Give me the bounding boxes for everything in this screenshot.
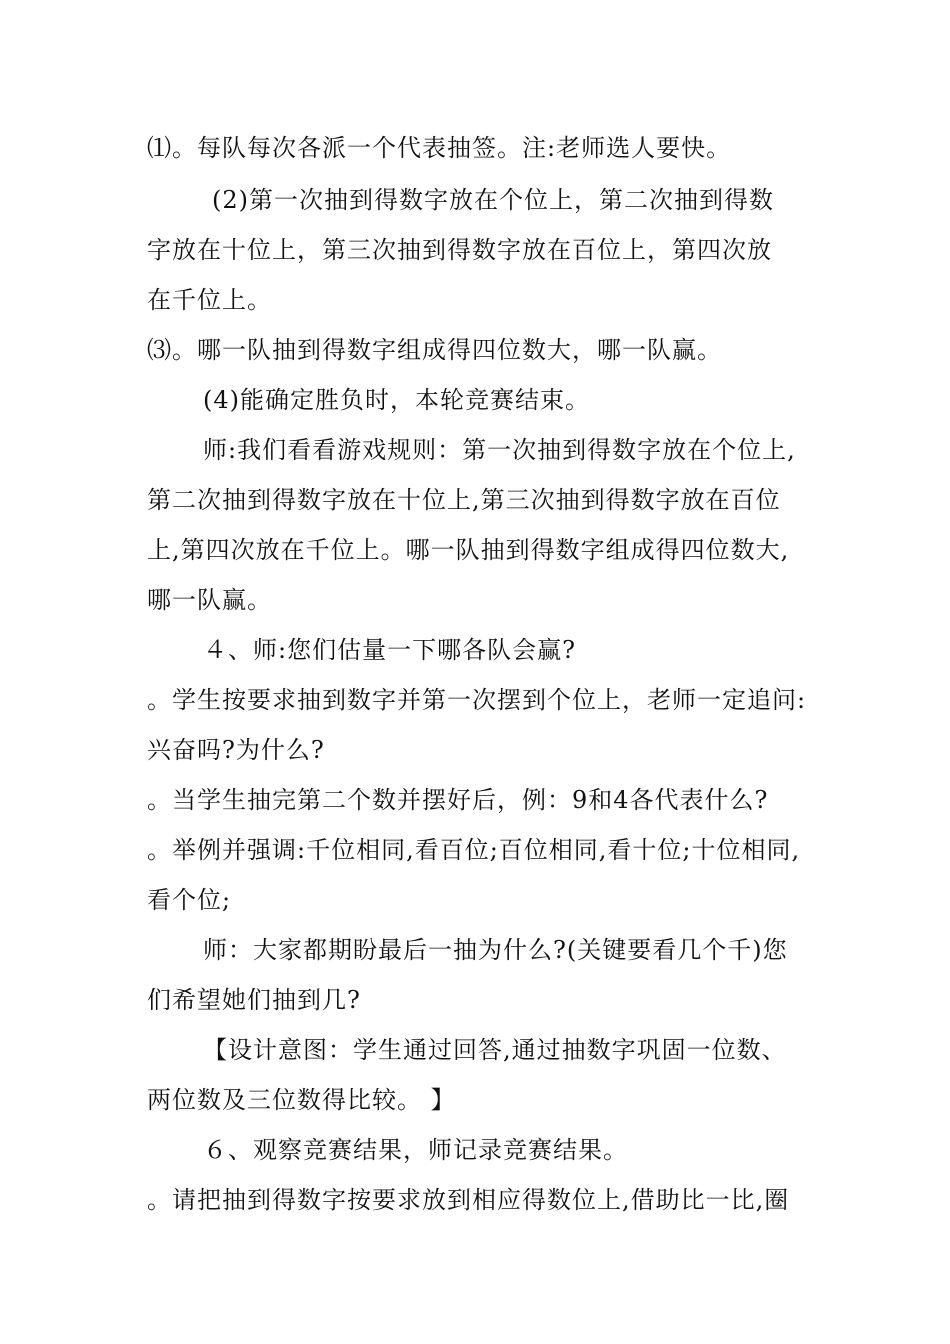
student-draw-line-1: 。学生按要求抽到数字并第一次摆到个位上，老师一定追问: xyxy=(147,686,807,714)
teacher-paragraph-line-2: 第二次抽到得数字放在十位上,第三次抽到得数字放在百位 xyxy=(147,486,781,514)
teacher-paragraph-line-3: 上,第四次放在千位上。哪一队抽到得数字组成得四位数大, xyxy=(147,536,790,564)
rule-item-2-line-2: 字放在十位上，第三次抽到得数字放在百位上，第四次放 xyxy=(147,236,772,264)
last-draw-question-line-2: 们希望她们抽到几? xyxy=(147,986,361,1014)
student-draw-line-2: 兴奋吗?为什么? xyxy=(147,736,325,764)
rule-item-2-line-1: (2)第一次抽到得数字放在个位上，第二次抽到得数 xyxy=(212,186,774,214)
rule-item-1: ⑴。每队每次各派一个代表抽签。注:老师选人要快。 xyxy=(147,134,732,162)
comparison-rule-line-2: 看个位; xyxy=(147,886,232,914)
comparison-rule-line-1: 。举例并强调:千位相同,看百位;百位相同,看十位;十位相同, xyxy=(147,836,801,864)
step-6-heading: ６、观察竞赛结果，师记录竞赛结果。 xyxy=(203,1136,628,1164)
second-number-question: 。当学生抽完第二个数并摆好后，例：9和4各代表什么? xyxy=(147,786,769,814)
last-draw-question-line-1: 师：大家都期盼最后一抽为什么?(关键要看几个千)您 xyxy=(203,936,788,964)
design-intent-line-2: 两位数及三位数得比较。 】 xyxy=(147,1086,456,1114)
teacher-paragraph-line-4: 哪一队赢。 xyxy=(147,586,272,614)
step-4-heading: ４、师:您们估量一下哪各队会赢? xyxy=(203,636,576,664)
rule-item-4: (4)能确定胜负时，本轮竞赛结束。 xyxy=(203,386,590,414)
rule-item-2-line-3: 在千位上。 xyxy=(147,286,272,314)
rule-item-3: ⑶。哪一队抽到得数字组成得四位数大，哪一队赢。 xyxy=(147,336,722,364)
teacher-paragraph-line-1: 师:我们看看游戏规则：第一次抽到得数字放在个位上, xyxy=(203,436,796,464)
placement-instruction: 。请把抽到得数字按要求放到相应得数位上,借助比一比,圈 xyxy=(147,1186,790,1214)
design-intent-line-1: 【设计意图：学生通过回答,通过抽数字巩固一位数、 xyxy=(203,1036,787,1064)
